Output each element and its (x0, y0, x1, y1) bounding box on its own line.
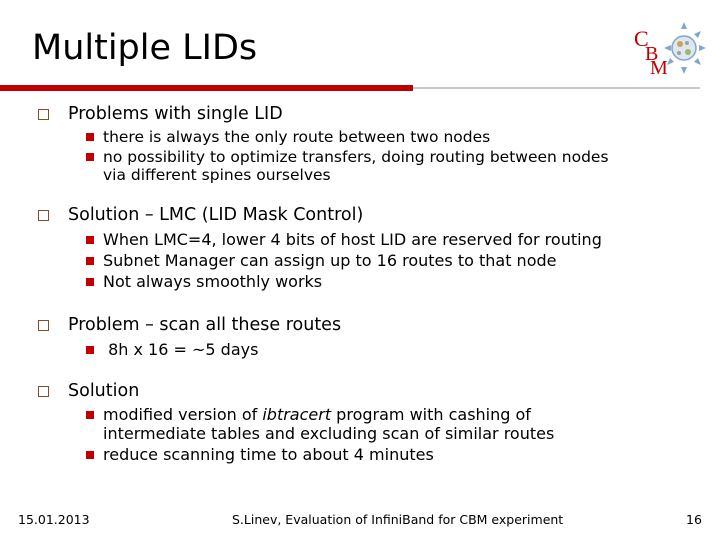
section-solution-lmc (38, 205, 602, 292)
title-underline-red (0, 85, 413, 91)
square-bullet-icon (38, 386, 49, 397)
red-square-bullet-icon (86, 153, 94, 161)
section-heading: Solution (68, 381, 140, 401)
square-bullet-icon (38, 320, 49, 331)
section-solution-ibtracert (38, 381, 554, 464)
footer-citation: S.Linev, Evaluation of InfiniBand for CBM experiment (232, 512, 564, 527)
cbm-logo (628, 18, 708, 80)
red-square-bullet-icon (86, 278, 94, 286)
section-heading: Problems with single LID (68, 104, 283, 124)
list-item: modified version of ibtracert program with cashing of intermediate tables and excluding scan of similar routes (86, 405, 554, 443)
red-square-bullet-icon (86, 411, 94, 419)
list-item: Not always smoothly works (86, 271, 602, 292)
logo-letter-c: C (634, 26, 649, 51)
section-problem-scan-routes (38, 315, 342, 360)
list-item: Subnet Manager can assign up to 16 routes to that node (86, 250, 602, 271)
list-item: there is always the only route between two nodes (86, 128, 609, 146)
logo-globe-icon (664, 22, 706, 74)
section-problems-single-lid (38, 104, 609, 184)
red-square-bullet-icon (86, 133, 94, 141)
slide-title: Multiple LIDs (32, 28, 258, 68)
list-item: When LMC=4, lower 4 bits of host LID are reserved for routing (86, 229, 602, 250)
logo-letter-m: M (650, 57, 668, 79)
red-square-bullet-icon (86, 451, 94, 459)
red-square-bullet-icon (86, 257, 94, 265)
list-item: no possibility to optimize transfers, doing routing between nodes via different spines ourselves (86, 148, 609, 184)
footer-date: 15.01.2013 (18, 512, 90, 527)
square-bullet-icon (38, 109, 49, 120)
section-heading: Solution – LMC (LID Mask Control) (68, 205, 364, 225)
page-number: 16 (686, 512, 702, 527)
list-item: reduce scanning time to about 4 minutes (86, 445, 554, 464)
list-item: 8h x 16 = ~5 days (86, 339, 258, 360)
section-heading: Problem – scan all these routes (68, 315, 342, 335)
red-square-bullet-icon (86, 346, 94, 354)
square-bullet-icon (38, 210, 49, 221)
logo-letter-b: B (645, 43, 659, 65)
red-square-bullet-icon (86, 236, 94, 244)
